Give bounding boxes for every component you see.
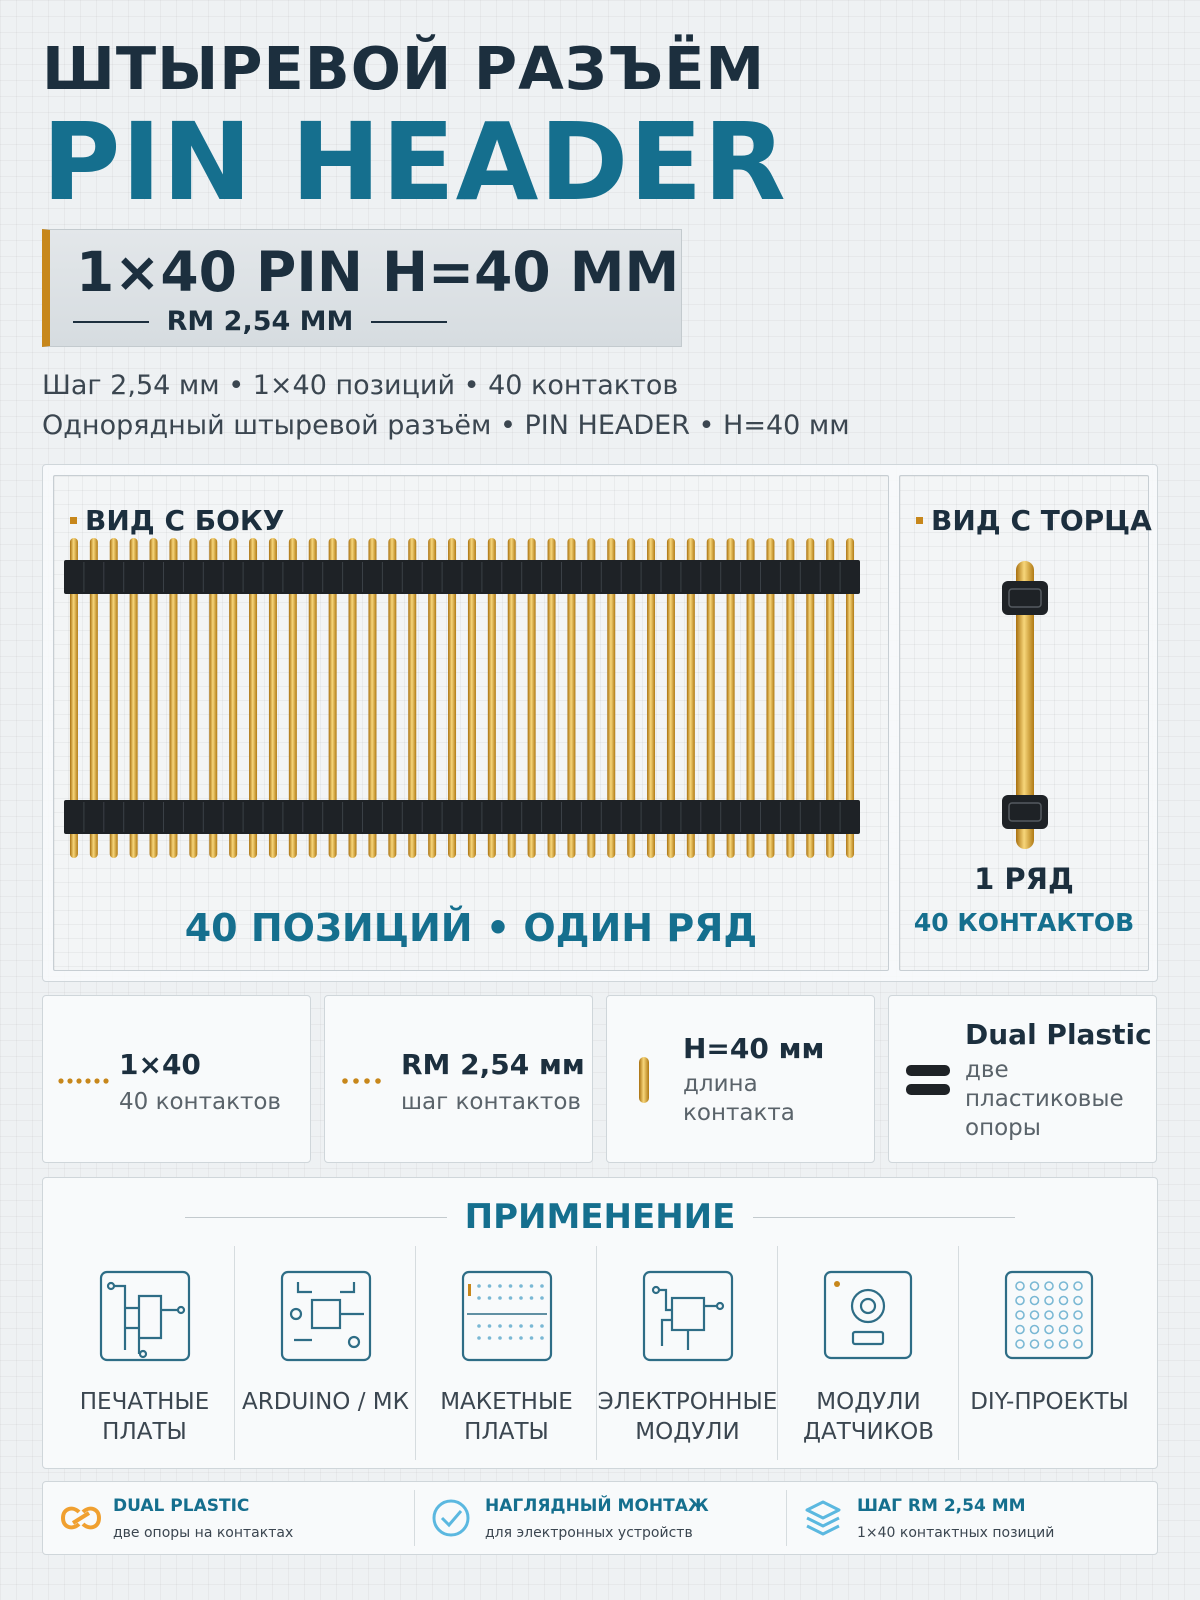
breadboard-hole [509, 1324, 513, 1328]
end-view-label-text: ВИД С ТОРЦА [931, 504, 1152, 537]
grid-hole [1045, 1282, 1053, 1290]
breadboard-hole [540, 1324, 544, 1328]
app-name: ЭЛЕКТРОННЫЕ МОДУЛИ [597, 1389, 778, 1445]
breadboard-hole [540, 1284, 544, 1288]
breadboard-hole [498, 1284, 502, 1288]
grid-hole [1060, 1340, 1068, 1348]
grid-hole [1074, 1311, 1082, 1319]
app-name: МОДУЛИ ДАТЧИКОВ [803, 1389, 934, 1445]
breadboard-hole [519, 1284, 523, 1288]
end-view-contacts: 40 КОНТАКТОВ [913, 908, 1135, 937]
footer-title: НАГЛЯДНЫЙ МОНТАЖ [485, 1496, 709, 1516]
app-name: ПЕЧАТНЫЕ ПЛАТЫ [79, 1389, 210, 1445]
breadboard-hole [530, 1336, 534, 1340]
breadboard-hole [498, 1336, 502, 1340]
app-item-sensors [778, 1246, 959, 1460]
diy-grid-icon [1004, 1270, 1096, 1362]
arduino-icon [280, 1270, 372, 1362]
grid-hole [1060, 1297, 1068, 1305]
breadboard-hole [488, 1296, 492, 1300]
spec-value: RM 2,54 мм [401, 1048, 585, 1081]
breadboard-hole [498, 1324, 502, 1328]
spec-value: H=40 мм [683, 1032, 825, 1065]
sensor-icon [823, 1270, 915, 1362]
breadboard-hole [519, 1296, 523, 1300]
footer-title: DUAL PLASTIC [113, 1496, 250, 1516]
grid-hole [1031, 1340, 1039, 1348]
spec-label: шаг контактов [401, 1089, 581, 1115]
label-bullet [916, 517, 923, 524]
grid-hole [1045, 1326, 1053, 1334]
breadboard-hole [509, 1336, 513, 1340]
grid-hole [1031, 1326, 1039, 1334]
spec-card-pins [42, 995, 311, 1163]
pin-header-end-illustration [995, 561, 1055, 851]
footer-title: ШАГ RM 2,54 ММ [857, 1496, 1026, 1516]
breadboard-hole [530, 1284, 534, 1288]
grid-hole [1016, 1340, 1024, 1348]
layers-icon [803, 1498, 843, 1538]
app-item-breadboard [416, 1246, 597, 1460]
app-name: DIY-ПРОЕКТЫ [970, 1389, 1129, 1415]
divider-line [371, 321, 447, 323]
grid-hole [1031, 1297, 1039, 1305]
grid-hole [1031, 1311, 1039, 1319]
grid-hole [1031, 1282, 1039, 1290]
breadboard-hole [488, 1324, 492, 1328]
breadboard-hole [477, 1324, 481, 1328]
spec-pitch [50, 306, 470, 337]
spec-value: 1×40 [119, 1048, 201, 1081]
side-view-caption: 40 ПОЗИЦИЙ • ОДИН РЯД [184, 906, 758, 950]
breadboard-hole [530, 1296, 534, 1300]
footer-bar [42, 1481, 1158, 1555]
chain-link-icon [59, 1498, 103, 1538]
end-view-panel [899, 475, 1152, 971]
grid-hole [1074, 1326, 1082, 1334]
breadboard-hole [509, 1284, 513, 1288]
breadboard-hole [477, 1336, 481, 1340]
breadboard-icon [461, 1270, 553, 1362]
grid-hole [1074, 1340, 1082, 1348]
footer-subtitle: две опоры на контактах [113, 1525, 294, 1541]
applications-panel [42, 1177, 1158, 1469]
side-view-label-text: ВИД С БОКУ [85, 504, 285, 537]
footer-item-mounting [415, 1482, 787, 1554]
applications-header [43, 1194, 1157, 1240]
grid-hole [1060, 1311, 1068, 1319]
app-name: ARDUINO / МК [242, 1389, 409, 1415]
grid-hole [1060, 1282, 1068, 1290]
divider-line [73, 321, 149, 323]
pitch-icon [341, 1076, 387, 1086]
applications-title: ПРИМЕНЕНИЕ [464, 1197, 736, 1237]
app-item-modules [597, 1246, 778, 1460]
description-line-1: Шаг 2,54 мм • 1×40 позиций • 40 контактов [42, 370, 679, 401]
end-view-label [916, 504, 1152, 537]
grid-hole [1045, 1297, 1053, 1305]
divider-line [753, 1217, 1015, 1218]
side-view-panel [53, 475, 889, 971]
grid-hole [1074, 1297, 1082, 1305]
app-item-pcb [54, 1246, 235, 1460]
breadboard-hole [519, 1336, 523, 1340]
breadboard-hole [540, 1336, 544, 1340]
app-item-diy [959, 1246, 1140, 1460]
spec-value: Dual Plastic [965, 1018, 1152, 1051]
spec-box [42, 229, 682, 347]
pin-length-icon [637, 1056, 651, 1106]
breadboard-hole [509, 1296, 513, 1300]
breadboard-hole [477, 1284, 481, 1288]
spec-pitch-text: RM 2,54 MM [166, 306, 354, 337]
grid-hole [1016, 1297, 1024, 1305]
grid-hole [1045, 1340, 1053, 1348]
footer-subtitle: 1×40 контактных позиций [857, 1525, 1055, 1541]
grid-hole [1016, 1311, 1024, 1319]
title-russian: ШТЫРЕВОЙ РАЗЪЁМ [42, 34, 766, 103]
views-panel [42, 464, 1158, 982]
app-item-arduino [235, 1246, 416, 1460]
breadboard-hole [519, 1324, 523, 1328]
spec-card-dual-plastic [888, 995, 1157, 1163]
breadboard-hole [488, 1284, 492, 1288]
grid-hole [1074, 1282, 1082, 1290]
description-line-2: Однорядный штыревой разъём • PIN HEADER • H=40 мм [42, 410, 850, 441]
spec-card-pitch [324, 995, 593, 1163]
label-bullet [70, 517, 77, 524]
divider-line [185, 1217, 447, 1218]
footer-subtitle: для электронных устройств [485, 1525, 693, 1541]
module-icon [642, 1270, 734, 1362]
dual-plastic-icon [905, 1063, 951, 1097]
pin-row-icon [57, 1076, 115, 1086]
grid-hole [1016, 1326, 1024, 1334]
breadboard-hole [488, 1336, 492, 1340]
grid-hole [1060, 1326, 1068, 1334]
spec-label: две пластиковые опоры [965, 1057, 1124, 1141]
title-english: PIN HEADER [42, 101, 787, 225]
spec-label: длина контакта [683, 1071, 795, 1126]
breadboard-hole [498, 1296, 502, 1300]
end-view-rows: 1 РЯД [974, 862, 1074, 896]
breadboard-hole [540, 1296, 544, 1300]
grid-hole [1045, 1311, 1053, 1319]
pcb-icon [99, 1270, 191, 1362]
check-circle-icon [431, 1498, 471, 1538]
footer-item-dual-plastic [43, 1482, 415, 1554]
spec-label: 40 контактов [119, 1089, 281, 1115]
breadboard-hole [530, 1324, 534, 1328]
grid-hole [1016, 1282, 1024, 1290]
spec-card-length [606, 995, 875, 1163]
spec-main: 1×40 PIN H=40 MM [76, 240, 680, 304]
app-name: МАКЕТНЫЕ ПЛАТЫ [440, 1389, 573, 1445]
pin-header-side-illustration [62, 536, 882, 876]
side-view-label [70, 504, 284, 537]
footer-item-pitch [787, 1482, 1159, 1554]
breadboard-hole [477, 1296, 481, 1300]
